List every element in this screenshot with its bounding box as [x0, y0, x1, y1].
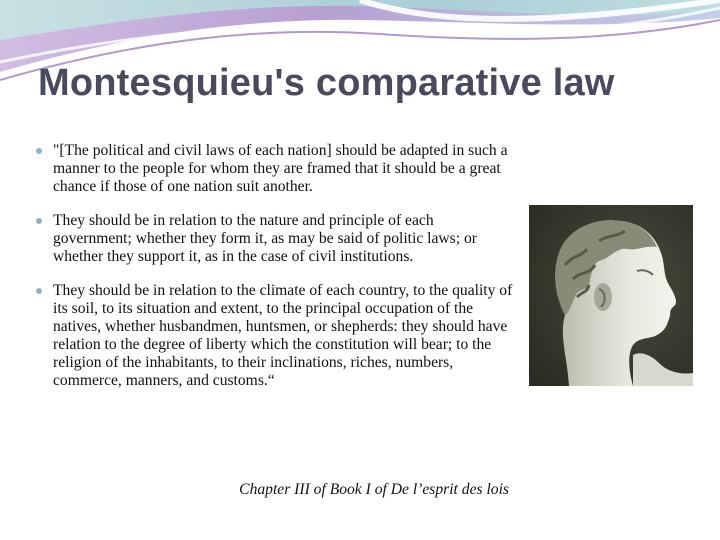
bullet-item [36, 142, 514, 196]
bullet-dot-icon [36, 288, 42, 294]
slide-title: Montesquieu's comparative law [38, 62, 615, 104]
montesquieu-portrait-icon [529, 205, 693, 386]
citation: Chapter III of Book I of De l’esprit des lois [239, 481, 509, 498]
bullet-text: They should be in relation to the climate of each country, to the quality of its soil, to its situation and extent, to the principal occupation of the natives, whether husbandmen, huntsmen, or shepherds: they should have relation to the degree of liberty which the constitution will bear; to the religion of the inhabitants, to their inclinations, riches, numbers, commerce, manners, and customs.“ [53, 282, 513, 389]
bullet-dot-icon [36, 148, 42, 154]
bullet-dot-icon [36, 218, 42, 224]
bullet-text: "[The political and civil laws of each nation] should be adapted in such a manner to the people for whom they are framed that it should be a great chance if those of one nation suit another. [53, 142, 508, 195]
bullet-text: They should be in relation to the nature and principle of each government; whether they form it, as may be said of politic laws; or whether they support it, as in the case of civil institutions. [53, 212, 477, 265]
bullet-item [36, 212, 514, 266]
bullet-list [36, 142, 514, 406]
bullet-item [36, 282, 514, 390]
